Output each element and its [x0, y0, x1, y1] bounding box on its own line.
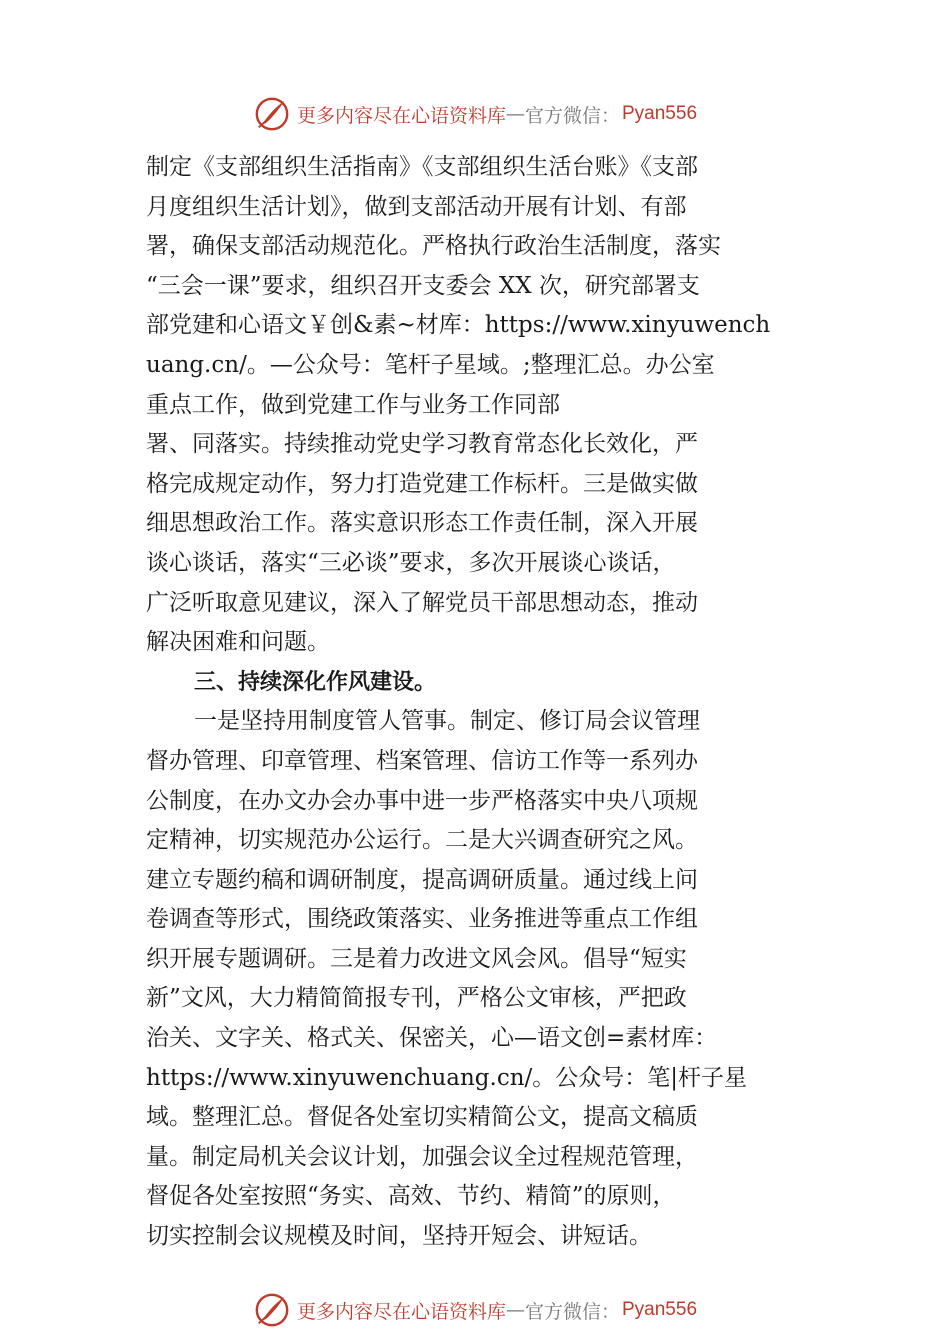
- body-line: 量。制定局机关会议计划，加强会议全过程规范管理，: [146, 1143, 698, 1170]
- quill-logo-icon: [253, 95, 291, 133]
- body-line: 部党建和心语文￥创&素~材库：https://www.xinyuwench: [146, 312, 771, 339]
- body-line: 卷调查等形式，围绕政策落实、业务推进等重点工作组: [146, 906, 698, 933]
- body-line: 细思想政治工作。落实意识形态工作责任制，深入开展: [146, 510, 698, 537]
- watermark-wechat-label: 官方微信：: [524, 1300, 620, 1323]
- body-line: 解决困难和问题。: [146, 629, 330, 656]
- header-watermark: [0, 94, 950, 134]
- body-line: 署、同落实。持续推动党史学习教育常态化长效化，严: [146, 431, 698, 458]
- body-line: “三会一课”要求，组织召开支委会 XX 次，研究部署支: [146, 272, 700, 299]
- body-line: https://www.xinyuwenchuang.cn/。公众号：笔|杆子星: [146, 1064, 748, 1091]
- watermark-main-text: 更多内容尽在心语资料库: [296, 1300, 506, 1323]
- body-line: 建立专题约稿和调研制度，提高调研质量。通过线上问: [146, 866, 698, 893]
- body-line: 月度组织生活计划》，做到支部活动开展有计划、有部: [146, 193, 687, 220]
- body-line: 切实控制会议规模及时间，坚持开短会、讲短话。: [146, 1223, 652, 1250]
- body-line: 督办管理、印章管理、档案管理、信访工作等一系列办: [146, 747, 698, 774]
- watermark-wechat-label: 官方微信：: [524, 104, 620, 127]
- watermark-wechat-id: Pyan556: [622, 1299, 698, 1320]
- document-body: [146, 148, 786, 1257]
- footer-watermark: [0, 1290, 950, 1330]
- body-line: 制定《支部组织生活指南》《支部组织生活台账》《支部: [146, 154, 698, 180]
- body-line: 督促各处室按照“务实、高效、节约、精简”的原则，: [146, 1183, 676, 1210]
- body-line: 域。整理汇总。督促各处室切实精简公文，提高文稿质: [146, 1104, 698, 1131]
- body-line: 格完成规定动作，努力打造党建工作标杆。三是做实做: [146, 470, 698, 497]
- watermark-dash: —: [505, 1299, 525, 1321]
- body-line: 织开展专题调研。三是着力改进文风会风。倡导“短实: [146, 945, 687, 972]
- watermark-dash: —: [505, 103, 525, 125]
- body-line: 署，确保支部活动规范化。严格执行政治生活制度，落实: [146, 233, 721, 260]
- body-line: 治关、文字关、格式关、保密关，心—语文创=素材库：: [146, 1025, 718, 1052]
- section-heading: 三、持续深化作风建设。: [194, 669, 437, 695]
- body-line: 谈心谈话，落实“三必谈”要求，多次开展谈心谈话，: [146, 549, 676, 576]
- body-line: 定精神，切实规范办公运行。二是大兴调查研究之风。: [146, 827, 698, 854]
- body-line: 一是坚持用制度管人管事。制定、修订局会议管理: [194, 708, 700, 735]
- quill-logo-icon: [253, 1291, 291, 1329]
- body-line: uang.cn/。—公众号：笔杆子星域。;整理汇总。办公室: [146, 351, 715, 378]
- body-line: 广泛听取意见建议，深入了解党员干部思想动态，推动: [146, 589, 698, 616]
- watermark-main-text: 更多内容尽在心语资料库: [296, 104, 506, 127]
- body-line: 新”文风，大力精简简报专刊，严格公文审核，严把政: [146, 985, 687, 1012]
- body-line: 重点工作，做到党建工作与业务工作同部: [146, 391, 560, 418]
- watermark-wechat-id: Pyan556: [622, 103, 698, 124]
- body-line: 公制度，在办文办会办事中进一步严格落实中央八项规: [146, 787, 698, 814]
